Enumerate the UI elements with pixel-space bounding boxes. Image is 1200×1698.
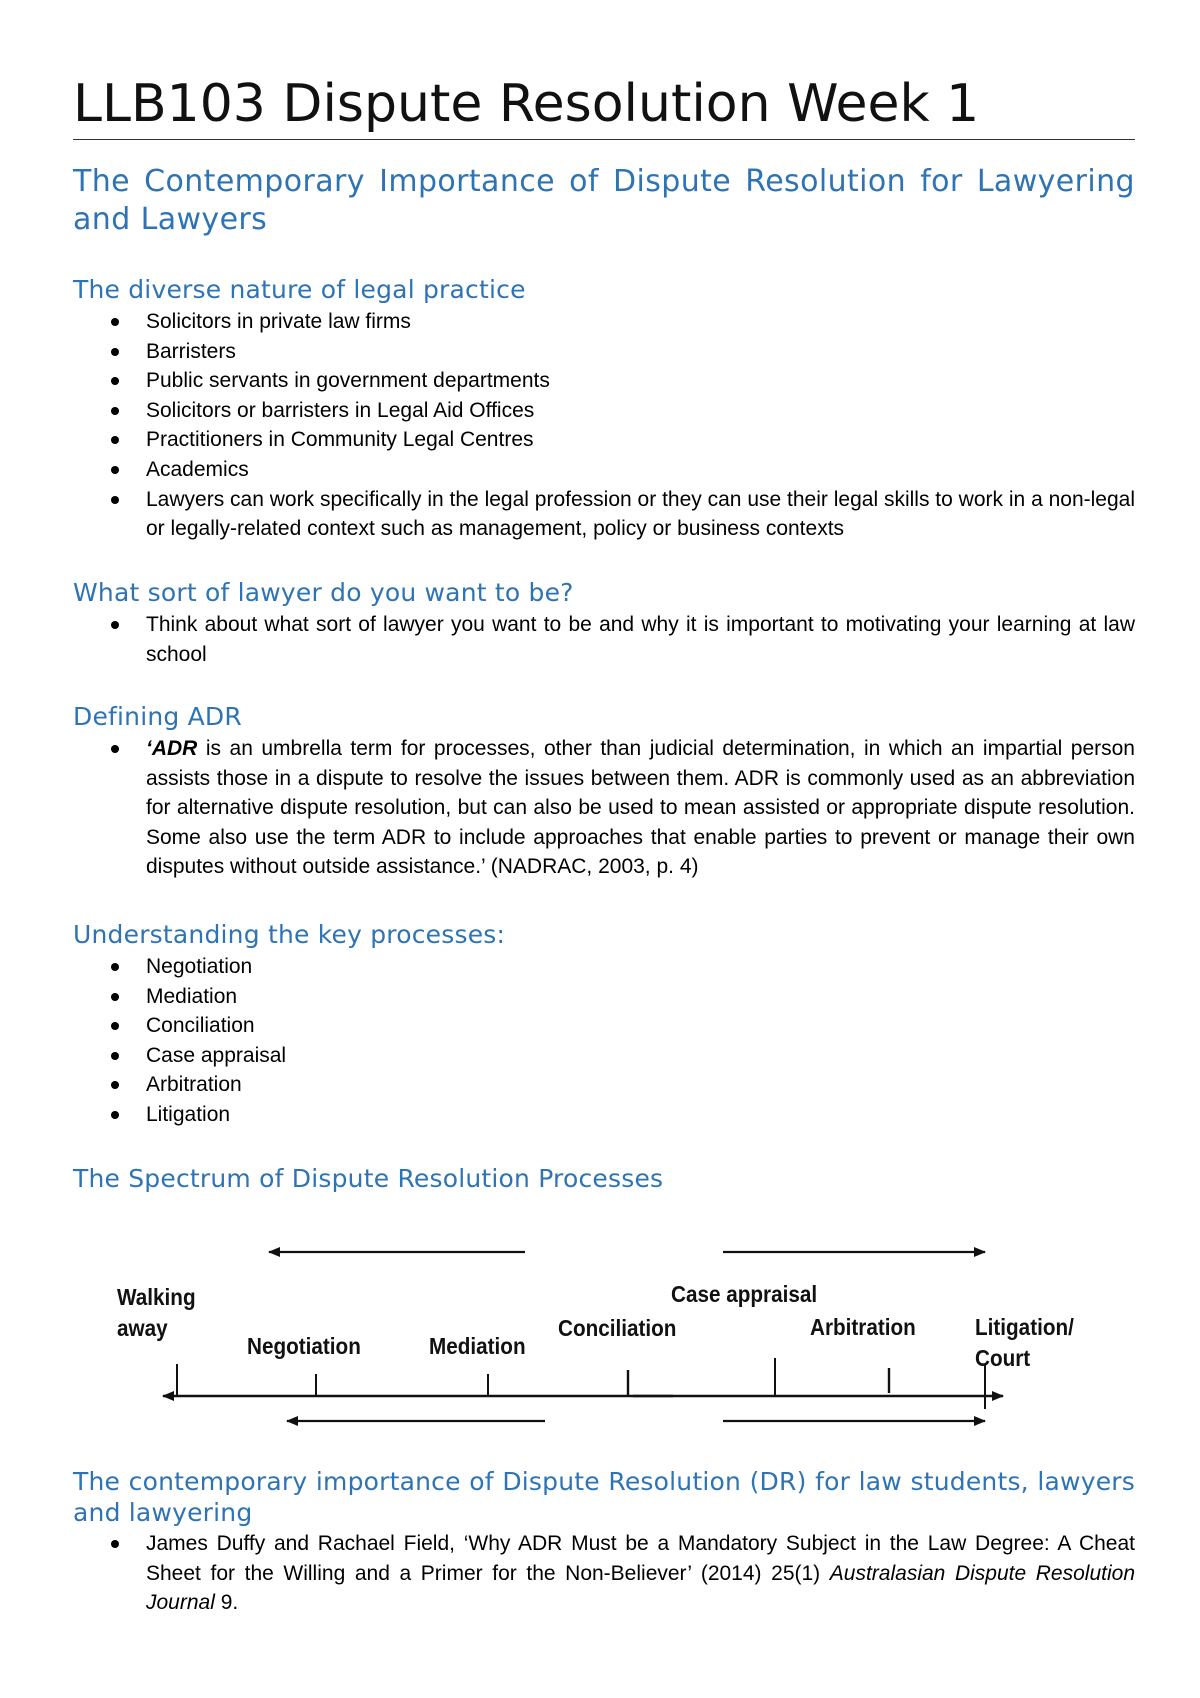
list-references: [73, 1529, 1135, 1618]
journal-title: Australasian Dispute Resolution Journal: [146, 1561, 1135, 1615]
list-legal-practice: [73, 307, 1135, 544]
list-item: Solicitors in private law firms: [73, 307, 1135, 337]
spectrum-diagram: [73, 1225, 1135, 1445]
list-item: Practitioners in Community Legal Centres: [73, 425, 1135, 455]
list-item: Mediation: [73, 982, 1135, 1012]
label-court: Court: [975, 1345, 1031, 1371]
list-item: Case appraisal: [73, 1041, 1135, 1071]
heading-what-sort-lawyer: What sort of lawyer do you want to be?: [73, 578, 574, 607]
list-item: Public servants in government departments: [73, 366, 1135, 396]
page-title: LLB103 Dispute Resolution Week 1: [73, 74, 980, 134]
list-item: Negotiation: [73, 952, 1135, 982]
list-item: Think about what sort of lawyer you want to be and why it is important to motivating your learning at law school: [73, 610, 1135, 669]
list-item: Litigation: [73, 1100, 1135, 1130]
adr-definition-text: is an umbrella term for processes, other than judicial determination, in which an impartial person assists those in a dispute to resolve the issues between them. ADR is commonly used as an abbreviation for alternative dispute resolution, but can also be used to mean assisted or appropriate dispute resolution. Some also use the term ADR to include approaches that enable parties to prevent or manage their own disputes without outside assistance.’ (NADRAC, 2003, p. 4): [146, 737, 1135, 879]
list-key-processes: [73, 952, 1135, 1130]
list-item: Solicitors or barristers in Legal Aid Offices: [73, 396, 1135, 426]
label-walking: Walking: [117, 1284, 196, 1310]
reference-volume: 9.: [214, 1591, 239, 1615]
adr-term: ‘ADR: [146, 737, 198, 760]
reference-item: [73, 1529, 1135, 1618]
heading-defining-adr: Defining ADR: [73, 702, 242, 731]
list-what-sort-lawyer: [73, 610, 1135, 669]
heading-diverse-practice: The diverse nature of legal practice: [73, 275, 526, 304]
label-arbitration: Arbitration: [810, 1314, 916, 1340]
label-litigation: Litigation/: [975, 1314, 1074, 1340]
title-underline: [73, 139, 1135, 140]
list-item: Arbitration: [73, 1070, 1135, 1100]
label-away: away: [117, 1315, 168, 1341]
reference-text: James Duffy and Rachael Field, ‘Why ADR Must be a Mandatory Subject in the Law Degree: A Cheat Sheet for the Willing and a Primer for the Non-Believer’ (2014) 25(1): [146, 1532, 1135, 1585]
adr-definition-item: [73, 734, 1135, 882]
label-case-appraisal: Case appraisal: [671, 1281, 818, 1307]
list-defining-adr: [73, 734, 1135, 882]
list-item: Conciliation: [73, 1011, 1135, 1041]
list-item: Barristers: [73, 337, 1135, 367]
label-conciliation: Conciliation: [558, 1315, 677, 1341]
heading-key-processes: Understanding the key processes:: [73, 920, 506, 949]
list-item: Academics: [73, 455, 1135, 485]
heading-contemporary-importance: The contemporary importance of Dispute Resolution (DR) for law students, lawyers and lawyering: [73, 1467, 1135, 1527]
label-mediation: Mediation: [429, 1333, 526, 1359]
label-negotiation: Negotiation: [247, 1333, 361, 1359]
heading-spectrum: The Spectrum of Dispute Resolution Processes: [73, 1164, 664, 1193]
list-item: Lawyers can work specifically in the legal profession or they can use their legal skills to work in a non-legal or legally-related context such as management, policy or business contexts: [73, 485, 1135, 544]
page-subtitle: The Contemporary Importance of Dispute Resolution for Lawyering and Lawyers: [73, 164, 1135, 237]
